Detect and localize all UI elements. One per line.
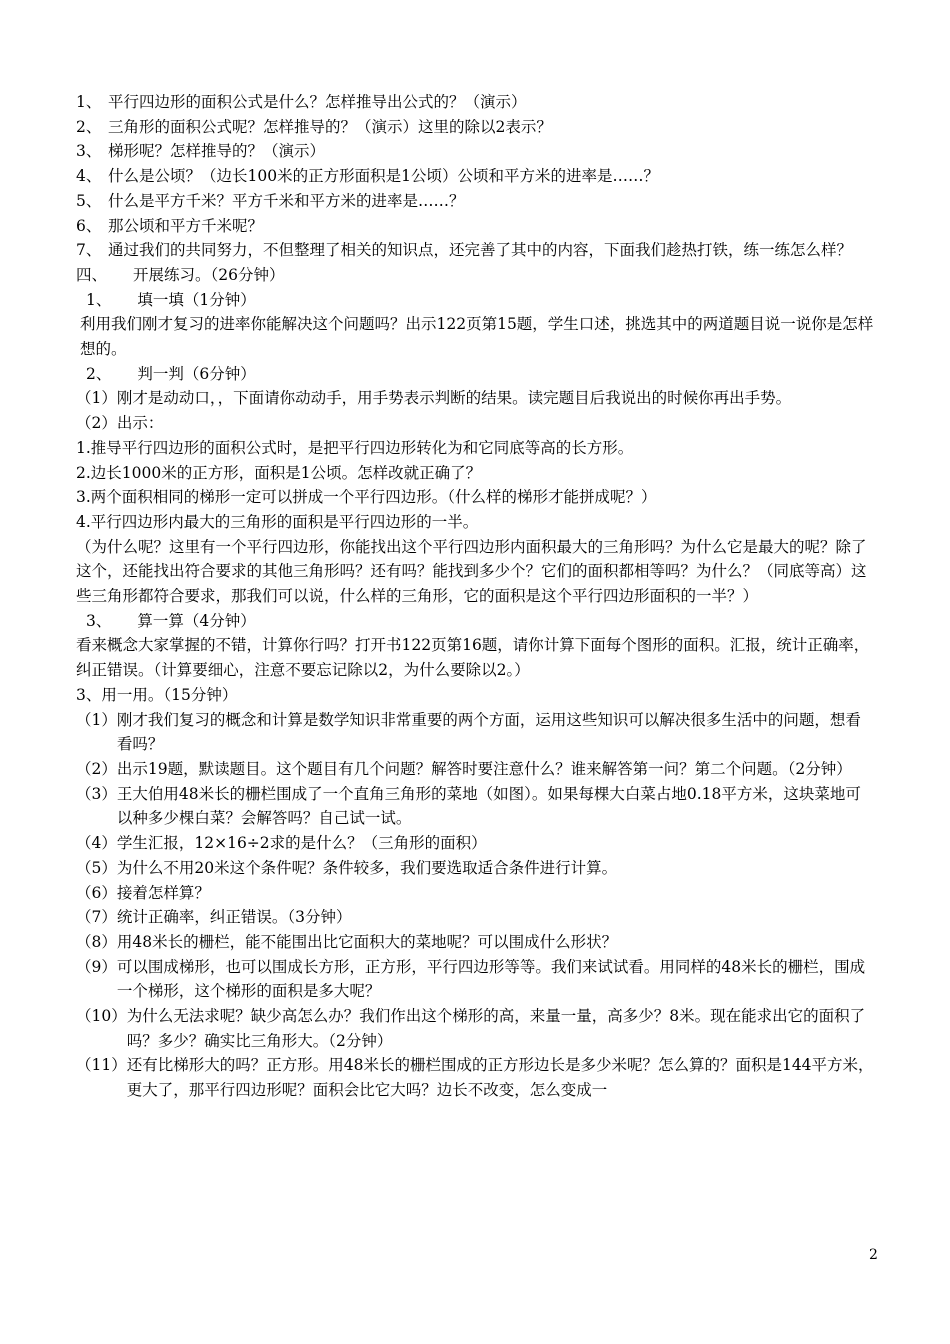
document-body bbox=[76, 90, 876, 1103]
subsection-title: 填一填（1分钟） bbox=[137, 290, 256, 309]
list-item bbox=[76, 881, 876, 906]
page-number: 2 bbox=[869, 1247, 878, 1263]
item-text: 还有比梯形大的吗？正方形。用48米长的栅栏围成的正方形边长是多少米呢？怎么算的？面积是144平方米，更大了，那平行四边形呢？面积会比它大吗？边长不改变，怎么变成一 bbox=[126, 1056, 874, 1100]
list-item bbox=[76, 1004, 876, 1053]
subsection-number: 1、 bbox=[86, 290, 112, 309]
list-item bbox=[76, 411, 876, 436]
item-number: （2） bbox=[76, 414, 117, 433]
judge-statement: 4.平行四边形内最大的三角形的面积是平行四边形的一半。 bbox=[76, 512, 479, 531]
question-number: 4、 bbox=[76, 167, 102, 186]
subsection-number: 2、 bbox=[86, 364, 112, 383]
question-text: 通过我们的共同努力，不但整理了相关的知识点，还完善了其中的内容，下面我们趁热打铁，练一练怎么样？ bbox=[108, 241, 853, 260]
item-number: （7） bbox=[76, 908, 117, 927]
subsection-title: 算一算（4分钟） bbox=[137, 611, 256, 630]
section-heading bbox=[76, 263, 876, 288]
item-number: （4） bbox=[76, 834, 117, 853]
question-number: 2、 bbox=[76, 117, 102, 136]
section-title: 开展练习。（26分钟） bbox=[133, 265, 285, 284]
subsection-heading: 3、用一用。（15分钟） bbox=[76, 685, 238, 704]
section-number: 四、 bbox=[76, 265, 108, 284]
subsection-heading bbox=[76, 609, 876, 634]
review-question-list bbox=[76, 90, 876, 263]
review-question bbox=[76, 90, 876, 115]
list-item bbox=[76, 1053, 876, 1102]
review-question bbox=[76, 115, 876, 140]
review-question bbox=[76, 189, 876, 214]
question-text: 什么是公顷？（边长100米的正方形面积是1公顷）公顷和平方米的进率是……？ bbox=[108, 167, 659, 186]
list-item bbox=[76, 386, 876, 411]
review-question bbox=[76, 238, 876, 263]
judge-statement: 2.边长1000米的正方形，面积是1公顷。怎样改就正确了？ bbox=[76, 463, 482, 482]
question-number: 6、 bbox=[76, 216, 102, 235]
subsection-number: 3、 bbox=[86, 611, 112, 630]
review-question bbox=[76, 164, 876, 189]
question-text: 梯形呢？怎样推导的？（演示） bbox=[108, 142, 326, 161]
item-number: （1） bbox=[76, 710, 117, 729]
subsection-heading bbox=[76, 288, 876, 313]
item-number: （11） bbox=[76, 1056, 127, 1075]
item-text: 为什么不用20米这个条件呢？条件较多，我们要选取适合条件进行计算。 bbox=[116, 858, 618, 877]
item-text: 刚才是动动口，，下面请你动动手，用手势表示判断的结果。读完题目后我说出的时候你再出手势。 bbox=[116, 389, 792, 408]
question-text: 那公顷和平方千米呢？ bbox=[108, 216, 264, 235]
question-number: 5、 bbox=[76, 191, 102, 210]
item-number: （9） bbox=[76, 957, 117, 976]
subsection-title: 判一判（6分钟） bbox=[137, 364, 256, 383]
paragraph: 利用我们刚才复习的进率你能解决这个问题吗？出示122页第15题，学生口述，挑选其中的两道题目说一说你是怎样想的。 bbox=[80, 315, 874, 359]
review-question bbox=[76, 214, 876, 239]
list-item bbox=[76, 708, 876, 757]
item-text: 刚才我们复习的概念和计算是数学知识非常重要的两个方面，运用这些知识可以解决很多生活中的问题，想看看吗？ bbox=[116, 710, 861, 754]
item-number: （2） bbox=[76, 759, 117, 778]
list-item bbox=[76, 905, 876, 930]
list-item bbox=[76, 782, 876, 831]
item-text: 王大伯用48米长的栅栏围成了一个直角三角形的菜地（如图）。如果每棵大白菜占地0.18平方米，这块菜地可以种多少棵白菜？会解答吗？自己试一试。 bbox=[116, 784, 861, 828]
question-text: 什么是平方千米？平方千米和平方米的进率是……？ bbox=[108, 191, 465, 210]
item-number: （1） bbox=[76, 389, 117, 408]
item-text: 接着怎样算？ bbox=[116, 883, 210, 902]
list-item bbox=[76, 930, 876, 955]
item-text: 出示： bbox=[116, 414, 164, 433]
item-text: 用48米长的栅栏，能不能围出比它面积大的菜地呢？可以围成什么形状？ bbox=[116, 932, 618, 951]
list-item bbox=[76, 856, 876, 881]
paragraph: 看来概念大家掌握的不错，计算你行吗？打开书122页第16题，请你计算下面每个图形的面积。汇报，统计正确率，纠正错误。（计算要细心，注意不要忘记除以2，为什么要除以2。） bbox=[76, 636, 870, 680]
judge-statement: 1.推导平行四边形的面积公式时，是把平行四边形转化为和它同底等高的长方形。 bbox=[76, 438, 634, 457]
item-number: （10） bbox=[76, 1007, 127, 1026]
item-number: （3） bbox=[76, 784, 117, 803]
item-text: 为什么无法求呢？缺少高怎么办？我们作出这个梯形的高，来量一量，高多少？8米。现在能求出它的面积了吗？多少？确实比三角形大。（2分钟） bbox=[126, 1007, 866, 1050]
question-text: 三角形的面积公式呢？怎样推导的？（演示）这里的除以2表示？ bbox=[108, 117, 552, 136]
question-number: 1、 bbox=[76, 93, 102, 111]
item-text: 出示19题，默读题目。这个题目有几个问题？解答时要注意什么？谁来解答第一问？第二个问题。（2分钟） bbox=[116, 759, 852, 778]
judge-statement: 3.两个面积相同的梯形一定可以拼成一个平行四边形。（什么样的梯形才能拼成呢？） bbox=[76, 488, 657, 507]
list-item bbox=[76, 955, 876, 1004]
item-number: （8） bbox=[76, 932, 117, 951]
item-number: （6） bbox=[76, 883, 117, 902]
list-item bbox=[76, 831, 876, 856]
item-number: （5） bbox=[76, 858, 117, 877]
paragraph: （为什么呢？这里有一个平行四边形，你能找出这个平行四边形内面积最大的三角形吗？为什么它是最大的呢？除了这个，还能找出符合要求的其他三角形吗？还有吗？能找到多少个？它们的面积都相等吗？为什么？（同底等高）这些三角形都符合要求，那我们可以说，什么样的三角形，它的面积是这个平行四边形面积的一半？） bbox=[76, 537, 867, 606]
item-text: 统计正确率，纠正错误。（3分钟） bbox=[116, 908, 352, 927]
item-text: 学生汇报，12×16÷2求的是什么？（三角形的面积） bbox=[116, 834, 487, 853]
list-item bbox=[76, 757, 876, 782]
subsection-heading bbox=[76, 362, 876, 387]
item-text: 可以围成梯形，也可以围成长方形，正方形，平行四边形等等。我们来试试看。用同样的48米长的栅栏，围成一个梯形，这个梯形的面积是多大呢？ bbox=[116, 957, 866, 1001]
review-question bbox=[76, 139, 876, 164]
question-number: 3、 bbox=[76, 142, 102, 161]
question-text: 平行四边形的面积公式是什么？怎样推导出公式的？（演示） bbox=[108, 93, 527, 111]
question-number: 7、 bbox=[76, 241, 102, 260]
